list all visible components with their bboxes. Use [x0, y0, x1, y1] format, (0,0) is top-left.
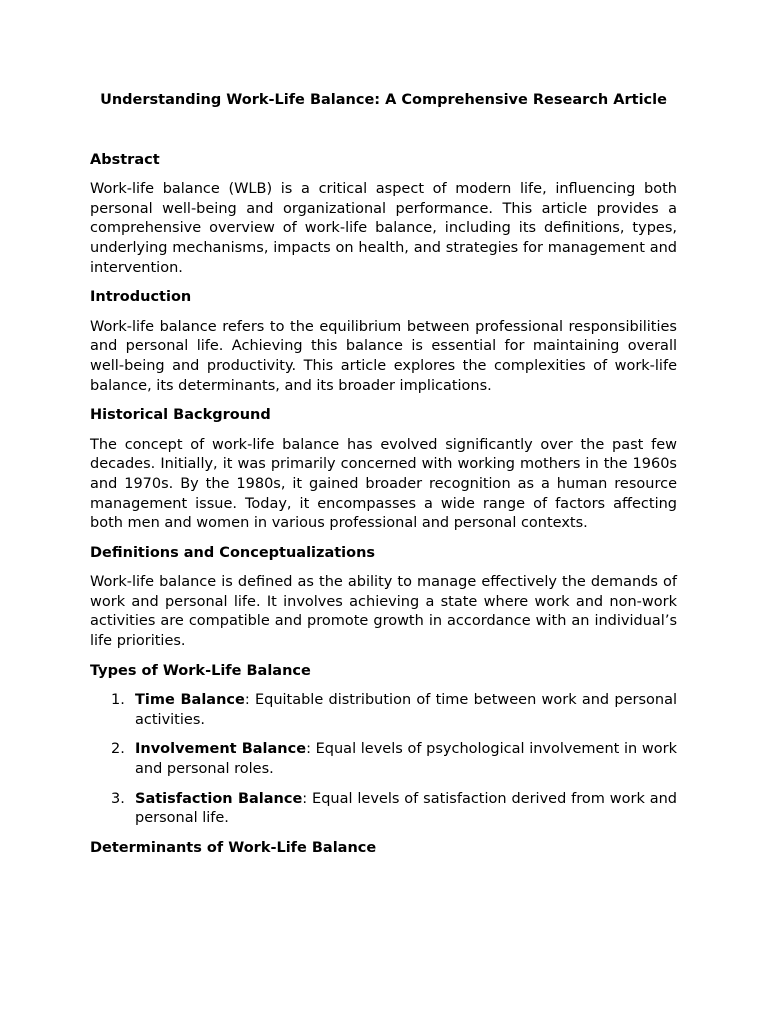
section-heading-introduction: Introduction — [90, 289, 192, 306]
section-body-introduction: Work-life balance refers to the equilibrium between professional responsibilities and personal life. Achieving this balance is essential for maintaining overall well-being and productivity. This article explores the complexities of work-life balance, its determinants, and its broader implications. — [90, 318, 677, 394]
section-heading-historical-background: Historical Background — [90, 407, 271, 424]
section-body-definitions: Work-life balance is defined as the ability to manage effectively the demands of work and personal life. It involves achieving a state where work and non-work activities are compatible and promote growth in accordance with an individual’s life priorities. — [90, 574, 677, 650]
section-body-historical-background: The concept of work-life balance has evolved significantly over the past few decades. Initially, it was primarily concerned with working mothers in the 1960s and 1970s. By the 1980s, it gained broader recognition as a human resource management issue. Today, it encompasses a wide range of factors affecting both men and women in various professional and personal contexts. — [90, 436, 677, 532]
list-item-term: Satisfaction Balance — [135, 790, 303, 807]
list-item-text: : Equitable distribution of time between work and personal activities. — [135, 692, 677, 728]
section-heading-determinants: Determinants of Work-Life Balance — [90, 839, 377, 856]
list-item-number: 3. — [111, 790, 125, 807]
list-item-text: : Equal levels of psychological involvement in work and personal roles. — [135, 741, 678, 778]
types-list — [90, 691, 677, 829]
list-item-term: Involvement Balance — [135, 741, 307, 758]
list-item-term: Time Balance — [135, 692, 245, 709]
list-item — [111, 691, 677, 730]
list-item-number: 2. — [111, 741, 125, 758]
section-heading-abstract: Abstract — [90, 151, 160, 168]
section-body-abstract: Work-life balance (WLB) is a critical aspect of modern life, influencing both personal well-being and organizational performance. This article provides a comprehensive overview of work-life balance, including its definitions, types, underlying mechanisms, impacts on health, and strategies for management and intervention. — [90, 181, 677, 276]
list-item-text: : Equal levels of satisfaction derived from work and personal life. — [135, 790, 677, 827]
list-item — [111, 740, 678, 779]
list-item — [111, 790, 677, 829]
document-page — [90, 91, 677, 868]
document-title: Understanding Work-Life Balance: A Comprehensive Research Article — [100, 92, 667, 108]
section-heading-types: Types of Work-Life Balance — [90, 662, 311, 679]
list-item-number: 1. — [111, 692, 125, 709]
section-heading-definitions: Definitions and Conceptualizations — [90, 544, 376, 561]
